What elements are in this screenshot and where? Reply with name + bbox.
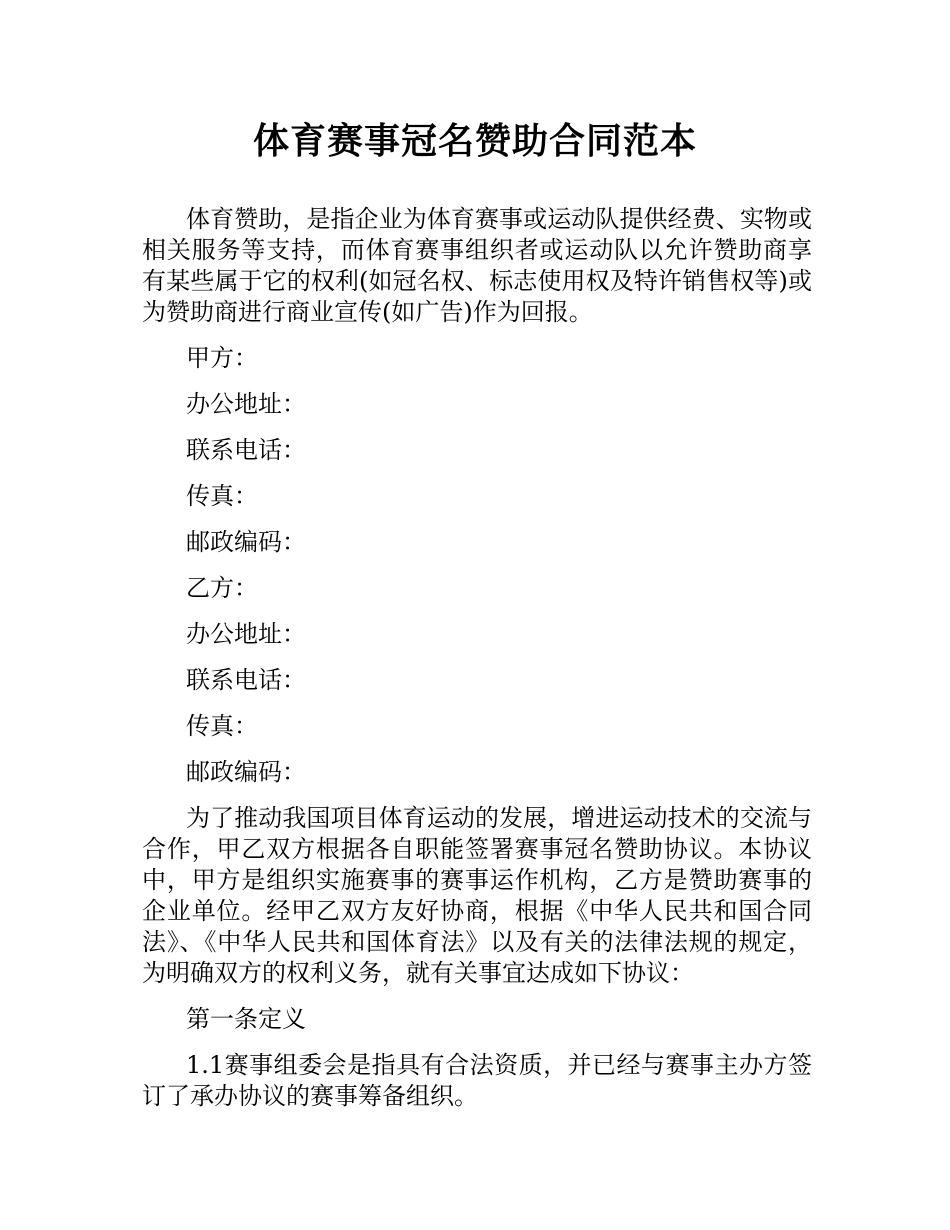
article-1-heading: 第一条定义 xyxy=(186,1005,306,1033)
party-a-fax: 传真： xyxy=(186,482,258,510)
agreement-preamble: 为了推动我国项目体育运动的发展，增进运动技术的交流与合作，甲乙双方根据各自职能签署赛事冠名赞助协议。本协议中，甲方是组织实施赛事的赛事运作机构，乙方是赞助赛事的企业单位。经甲乙双方友好协商，根据《中华人民共和国合同法》、《中华人民共和国体育法》以及有关的法律法规的规定，为明确双方的权利义务，就有关事宜达成如下协议： xyxy=(142,804,812,987)
party-a-phone: 联系电话： xyxy=(186,436,306,464)
party-b-fax: 传真： xyxy=(186,712,258,740)
article-1-clause-1-1: 1.1赛事组委会是指具有合法资质，并已经与赛事主办方签订了承办协议的赛事筹备组织。 xyxy=(142,1051,812,1110)
party-a-address: 办公地址： xyxy=(186,390,306,418)
party-b-phone: 联系电话： xyxy=(186,666,306,694)
party-a-label: 甲方： xyxy=(186,344,258,372)
intro-paragraph: 体育赞助，是指企业为体育赛事或运动队提供经费、实物或相关服务等支持，而体育赛事组织者或运动队以允许赞助商享有某些属于它的权利(如冠名权、标志使用权及特许销售权等)或为赞助商进行商业宣传(如广告)作为回报。 xyxy=(142,205,812,326)
party-b-label: 乙方： xyxy=(186,574,258,602)
party-b-address: 办公地址： xyxy=(186,620,306,648)
document-body xyxy=(142,204,812,1127)
document-title: 体育赛事冠名赞助合同范本 xyxy=(252,121,697,162)
party-a-postcode: 邮政编码： xyxy=(186,528,306,556)
party-b-postcode: 邮政编码： xyxy=(186,758,306,786)
